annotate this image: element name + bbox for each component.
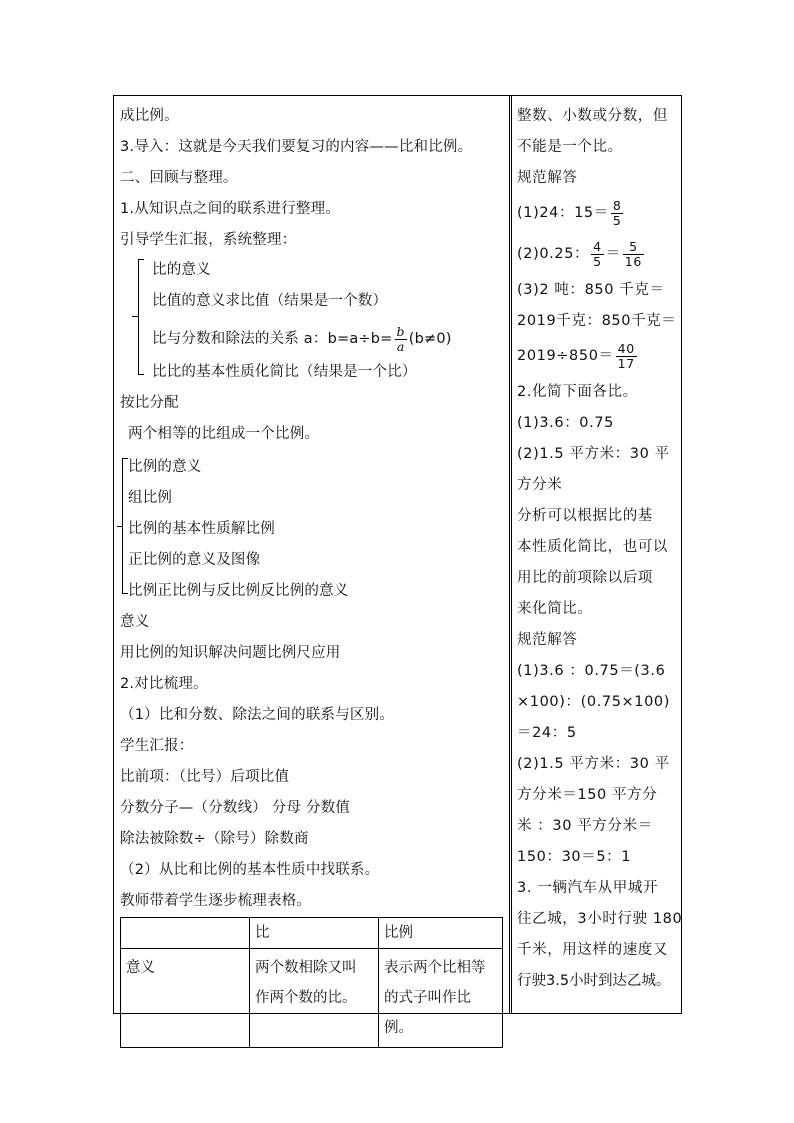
text-line: (1)3.6 ：0.75＝(3.6 [517,663,666,679]
text-line: 米 ：30 平方分米＝ [517,818,653,834]
text-line: (1)3.6：0.75 [517,415,614,431]
fraction-denominator: 16 [624,253,642,269]
table-cell: 意义 [121,949,250,1048]
fraction-denominator: 5 [612,212,622,228]
tree-item: 比的意义 [152,262,211,278]
bracket-tick [138,259,144,260]
tree-item-text: (b≠0) [408,331,452,347]
fraction [623,240,644,269]
text-line: 学生汇报： [120,738,194,754]
text-line: 往乙城，3小时行驶 180 [517,911,683,927]
comparison-table [120,917,503,1048]
text-line: 来化简比。 [517,601,593,617]
table-cell-line: 作两个数的比。 [255,990,357,1006]
text-line: 规范解答 [517,632,578,648]
text-line: ＝24：5 [517,725,577,741]
text-line: 按比分配 [120,395,179,411]
text-line: 成比例。 [120,108,179,124]
text-line: 教师带着学生逐步梳理表格。 [120,893,312,909]
text-line: ×100)：(0.75×100) [517,694,671,710]
text-line-fraction [517,193,625,233]
table-cell-line: 两个数相除又叫 [255,960,357,976]
bracket-tick [138,374,144,375]
fraction-numerator: 8 [612,197,622,213]
fraction [591,240,604,269]
text-line: (3)2 吨：850 千克＝ [517,282,665,298]
fraction [611,199,624,228]
text-line: 比前项：（比号）后项比值 [120,769,290,785]
text-line: 2.对比梳理。 [120,676,208,692]
table-cell-line: 表示两个比相等 [384,960,486,976]
tree-item: 比例的意义 [128,459,202,475]
text-span: (2)0.25： [517,246,590,262]
tree-item-text: 比与分数和除法的关系 a：b=a÷b= [152,331,393,347]
text-line: 二、回顾与整理。 [120,170,238,186]
text-line: （2）从比和比例的基本性质中找联系。 [120,862,380,878]
text-line: 方分米＝150 平方分 [517,787,658,803]
fraction-numerator: 5 [623,240,644,255]
bracket-tick [117,526,123,527]
text-span: ＝ [605,246,621,262]
table-cell-line: 的式子叫作比例。 [384,990,471,1036]
text-line: 2.化简下面各比。 [517,384,638,400]
text-line: 用比的前项除以后项 [517,570,653,586]
fraction-numerator: b [396,323,405,339]
text-line: 1.从知识点之间的联系进行整理。 [120,201,341,217]
tree-item: 比比的基本性质化简比（结果是一个比） [152,364,417,380]
text-line: 分析可以根据比的基 [517,508,653,524]
fraction-denominator: 5 [593,253,602,269]
tree-item: 比例正比例与反比例反比例的意义 [128,583,349,599]
text-line: (2)1.5 平方米：30 平 [517,446,670,462]
tree-item-fraction [152,322,452,356]
document-table [113,95,683,1036]
fraction-denominator: 17 [617,355,635,371]
tree-item: 比值的意义求比值（结果是一个数） [152,293,388,309]
table-cell [379,949,503,1048]
tree-item: 比例的基本性质解比例 [128,521,275,537]
text-line: 不能是一个比。 [517,139,623,155]
text-span: (1)24：15＝ [517,205,609,221]
text-line: 整数、小数或分数，但 [517,108,668,124]
table-header-cell: 比 [250,918,379,949]
text-line: 本性质化简比，也可以 [517,539,668,555]
text-line: 3.导入：这就是今天我们要复习的内容——比和比例。 [120,139,473,155]
fraction-denominator: a [396,338,405,354]
table-cell [250,949,379,1048]
text-line-fraction [517,234,646,274]
text-line: 150：30＝5：1 [517,849,632,865]
text-span: 2019÷850＝ [517,348,614,364]
text-line: （1）比和分数、除法之间的联系与区别。 [120,707,395,723]
fraction-numerator: 40 [617,340,635,356]
table-header-cell: 比例 [379,918,503,949]
text-line: 引导学生汇报，系统整理： [120,232,297,248]
text-line: 2019千克：850千克＝ [517,313,677,329]
fraction [616,342,637,371]
fraction-numerator: 4 [593,238,602,254]
text-line-fraction [517,336,639,376]
bracket-tick [132,316,138,317]
tree-item: 正比例的意义及图像 [128,552,261,568]
text-line: 方分米 [517,477,563,493]
text-line: 用比例的知识解决问题比例尺应用 [120,645,341,661]
text-line: 除法被除数÷（除号）除数商 [120,831,309,847]
text-line: 千米，用这样的速度又 [517,942,668,958]
tree-item: 组比例 [128,490,173,506]
column-divider [509,96,512,1013]
text-line: 分数分子—（分数线） 分母 分数值 [120,800,351,816]
table-header-cell [121,918,250,949]
text-line: 行驶3.5小时到达乙城。 [517,973,671,989]
text-line: 3. 一辆汽车从甲城开 [517,880,659,896]
bracket [138,259,139,374]
fraction [395,325,407,354]
text-line: 规范解答 [517,170,578,186]
text-line: 意义 [120,614,150,630]
text-line: 两个相等的比组成一个比例。 [128,426,320,442]
text-line: (2)1.5 平方米：30 平 [517,756,670,772]
